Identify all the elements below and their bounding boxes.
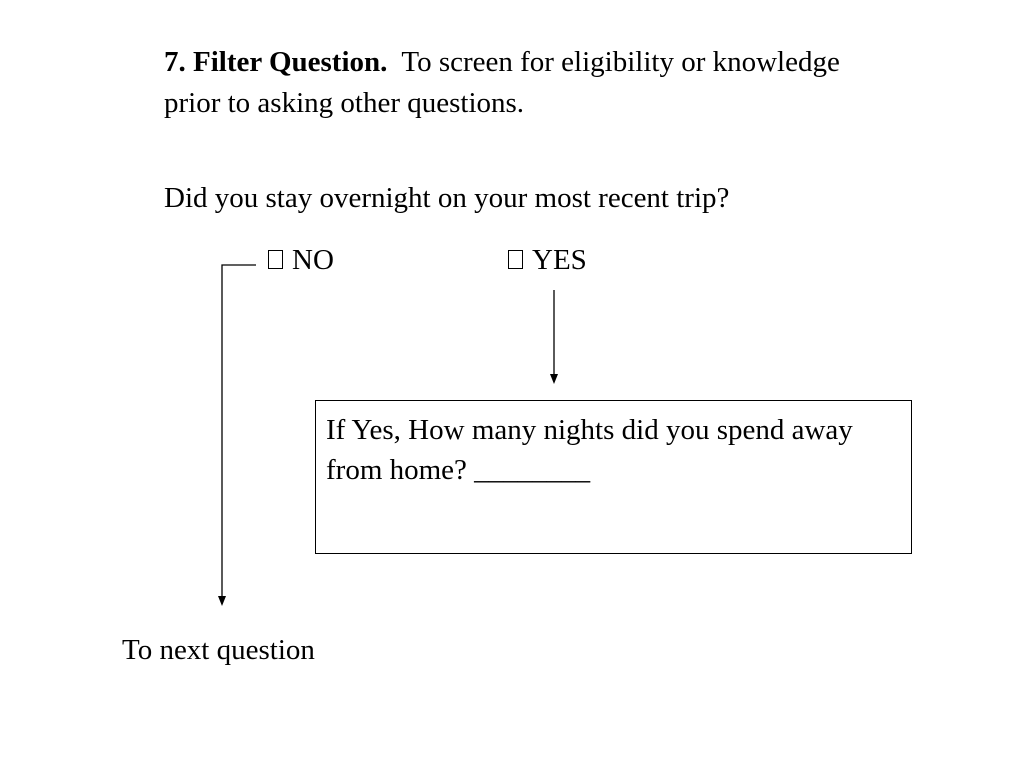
yes-branch-arrowhead-icon (550, 374, 558, 384)
option-yes-label: YES (532, 244, 587, 276)
question-description: To screen for eligibility or knowledge prior to asking other questions. (164, 46, 840, 119)
no-branch-arrowhead-icon (218, 596, 226, 606)
no-branch-arrow (222, 265, 256, 603)
followup-question-text: If Yes, How many nights did you spend away from home? ________ (326, 414, 853, 486)
option-no-label: NO (292, 244, 334, 276)
next-question-label: To next question (122, 634, 315, 666)
survey-question: Did you stay overnight on your most recent trip? (164, 182, 730, 214)
question-title: 7. Filter Question. (164, 46, 388, 78)
